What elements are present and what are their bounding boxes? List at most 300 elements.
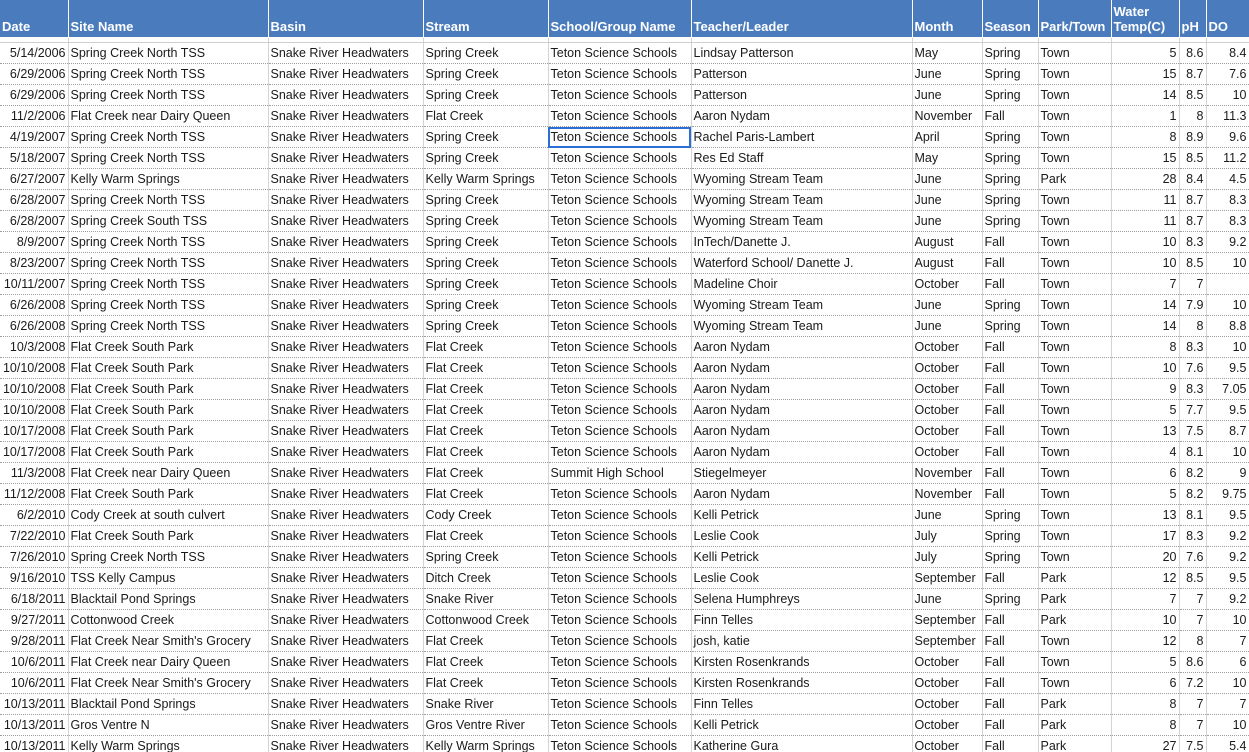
cell-water-temp[interactable]: 12 <box>1111 631 1179 652</box>
cell-do[interactable]: 10 <box>1206 337 1249 358</box>
cell-school-group-name[interactable]: Teton Science Schools <box>548 211 691 232</box>
cell-month[interactable]: October <box>912 358 982 379</box>
cell-park-town[interactable]: Town <box>1038 505 1111 526</box>
cell-date[interactable]: 9/27/2011 <box>0 610 68 631</box>
cell-month[interactable]: June <box>912 85 982 106</box>
cell-basin[interactable]: Snake River Headwaters <box>268 589 423 610</box>
cell-date[interactable]: 6/18/2011 <box>0 589 68 610</box>
cell-teacher-leader[interactable]: Stiegelmeyer <box>691 463 912 484</box>
cell-water-temp[interactable]: 5 <box>1111 400 1179 421</box>
cell-park-town[interactable]: Town <box>1038 274 1111 295</box>
cell-basin[interactable]: Snake River Headwaters <box>268 652 423 673</box>
cell-do[interactable]: 9.75 <box>1206 484 1249 505</box>
cell-season[interactable]: Fall <box>982 652 1038 673</box>
cell-school-group-name[interactable]: Teton Science Schools <box>548 673 691 694</box>
cell-teacher-leader[interactable]: Rachel Paris-Lambert <box>691 127 912 148</box>
cell-site-name[interactable]: Flat Creek near Dairy Queen <box>68 463 268 484</box>
cell-stream[interactable]: Spring Creek <box>423 232 548 253</box>
cell-ph[interactable]: 8.3 <box>1179 526 1206 547</box>
cell-ph[interactable]: 7.7 <box>1179 400 1206 421</box>
cell-ph[interactable]: 8.7 <box>1179 211 1206 232</box>
cell-month[interactable]: October <box>912 421 982 442</box>
cell-date[interactable]: 4/19/2007 <box>0 127 68 148</box>
cell-park-town[interactable]: Town <box>1038 442 1111 463</box>
cell-teacher-leader[interactable]: Leslie Cook <box>691 526 912 547</box>
cell-stream[interactable]: Spring Creek <box>423 253 548 274</box>
cell-stream[interactable]: Spring Creek <box>423 295 548 316</box>
cell-basin[interactable]: Snake River Headwaters <box>268 631 423 652</box>
cell-stream[interactable]: Kelly Warm Springs <box>423 736 548 752</box>
cell-ph[interactable]: 7 <box>1179 694 1206 715</box>
cell-do[interactable]: 9.6 <box>1206 127 1249 148</box>
cell-water-temp[interactable]: 15 <box>1111 64 1179 85</box>
cell-month[interactable]: September <box>912 631 982 652</box>
cell-school-group-name[interactable]: Teton Science Schools <box>548 547 691 568</box>
cell-school-group-name[interactable]: Teton Science Schools <box>548 568 691 589</box>
cell-basin[interactable]: Snake River Headwaters <box>268 211 423 232</box>
cell-site-name[interactable]: Spring Creek North TSS <box>68 295 268 316</box>
cell-date[interactable]: 10/11/2007 <box>0 274 68 295</box>
cell-water-temp[interactable]: 6 <box>1111 673 1179 694</box>
cell-water-temp[interactable]: 14 <box>1111 316 1179 337</box>
cell-teacher-leader[interactable]: Waterford School/ Danette J. <box>691 253 912 274</box>
cell-season[interactable]: Spring <box>982 589 1038 610</box>
cell-season[interactable]: Spring <box>982 505 1038 526</box>
cell-site-name[interactable]: Flat Creek South Park <box>68 484 268 505</box>
cell-date[interactable]: 10/13/2011 <box>0 715 68 736</box>
cell-stream[interactable]: Flat Creek <box>423 400 548 421</box>
cell-month[interactable]: August <box>912 253 982 274</box>
cell-do[interactable]: 9.5 <box>1206 400 1249 421</box>
cell-ph[interactable]: 7.2 <box>1179 673 1206 694</box>
cell-ph[interactable]: 8 <box>1179 631 1206 652</box>
cell-school-group-name[interactable]: Teton Science Schools <box>548 589 691 610</box>
cell-basin[interactable]: Snake River Headwaters <box>268 736 423 752</box>
cell-ph[interactable]: 8 <box>1179 106 1206 127</box>
cell-school-group-name[interactable]: Teton Science Schools <box>548 190 691 211</box>
cell-school-group-name[interactable]: Teton Science Schools <box>548 337 691 358</box>
cell-month[interactable]: August <box>912 232 982 253</box>
cell-stream[interactable]: Flat Creek <box>423 652 548 673</box>
cell-ph[interactable]: 8.1 <box>1179 442 1206 463</box>
cell-basin[interactable]: Snake River Headwaters <box>268 253 423 274</box>
cell-date[interactable]: 6/28/2007 <box>0 211 68 232</box>
cell-do[interactable]: 9.5 <box>1206 505 1249 526</box>
cell-basin[interactable]: Snake River Headwaters <box>268 421 423 442</box>
cell-teacher-leader[interactable]: Wyoming Stream Team <box>691 316 912 337</box>
cell-school-group-name[interactable]: Teton Science Schools <box>548 505 691 526</box>
cell-ph[interactable]: 7.5 <box>1179 421 1206 442</box>
cell-school-group-name[interactable]: Teton Science Schools <box>548 484 691 505</box>
cell-park-town[interactable]: Park <box>1038 589 1111 610</box>
cell-park-town[interactable]: Town <box>1038 484 1111 505</box>
cell-park-town[interactable]: Town <box>1038 295 1111 316</box>
cell-date[interactable]: 10/13/2011 <box>0 694 68 715</box>
cell-date[interactable]: 10/3/2008 <box>0 337 68 358</box>
cell-site-name[interactable]: Spring Creek North TSS <box>68 547 268 568</box>
cell-basin[interactable]: Snake River Headwaters <box>268 526 423 547</box>
cell-site-name[interactable]: Spring Creek South TSS <box>68 211 268 232</box>
cell-park-town[interactable]: Town <box>1038 673 1111 694</box>
cell-stream[interactable]: Kelly Warm Springs <box>423 169 548 190</box>
cell-school-group-name[interactable]: Teton Science Schools <box>548 610 691 631</box>
cell-month[interactable]: October <box>912 694 982 715</box>
cell-water-temp[interactable]: 8 <box>1111 715 1179 736</box>
cell-school-group-name[interactable]: Teton Science Schools <box>548 295 691 316</box>
cell-water-temp[interactable]: 8 <box>1111 337 1179 358</box>
cell-stream[interactable]: Spring Creek <box>423 316 548 337</box>
cell-month[interactable]: November <box>912 463 982 484</box>
cell-teacher-leader[interactable]: Kirsten Rosenkrands <box>691 673 912 694</box>
cell-stream[interactable]: Spring Creek <box>423 148 548 169</box>
cell-season[interactable]: Spring <box>982 190 1038 211</box>
cell-stream[interactable]: Cottonwood Creek <box>423 610 548 631</box>
cell-month[interactable]: November <box>912 106 982 127</box>
cell-park-town[interactable]: Park <box>1038 694 1111 715</box>
cell-month[interactable]: October <box>912 736 982 752</box>
cell-do[interactable]: 7 <box>1206 694 1249 715</box>
cell-park-town[interactable]: Town <box>1038 43 1111 64</box>
cell-stream[interactable]: Flat Creek <box>423 484 548 505</box>
cell-park-town[interactable]: Park <box>1038 568 1111 589</box>
cell-stream[interactable]: Flat Creek <box>423 631 548 652</box>
cell-site-name[interactable]: Cody Creek at south culvert <box>68 505 268 526</box>
cell-stream[interactable]: Snake River <box>423 589 548 610</box>
cell-teacher-leader[interactable]: Wyoming Stream Team <box>691 211 912 232</box>
cell-site-name[interactable]: Flat Creek South Park <box>68 421 268 442</box>
cell-date[interactable]: 6/28/2007 <box>0 190 68 211</box>
cell-stream[interactable]: Flat Creek <box>423 442 548 463</box>
cell-water-temp[interactable]: 1 <box>1111 106 1179 127</box>
cell-water-temp[interactable]: 13 <box>1111 421 1179 442</box>
cell-stream[interactable]: Cody Creek <box>423 505 548 526</box>
cell-date[interactable]: 7/22/2010 <box>0 526 68 547</box>
cell-site-name[interactable]: Spring Creek North TSS <box>68 253 268 274</box>
cell-do[interactable] <box>1206 274 1249 295</box>
cell-do[interactable]: 8.7 <box>1206 421 1249 442</box>
cell-ph[interactable]: 8.9 <box>1179 127 1206 148</box>
cell-stream[interactable]: Spring Creek <box>423 127 548 148</box>
header-ph[interactable]: pH <box>1179 0 1206 38</box>
cell-date[interactable]: 10/6/2011 <box>0 652 68 673</box>
cell-do[interactable]: 11.3 <box>1206 106 1249 127</box>
cell-basin[interactable]: Snake River Headwaters <box>268 442 423 463</box>
cell-water-temp[interactable]: 11 <box>1111 190 1179 211</box>
cell-basin[interactable]: Snake River Headwaters <box>268 232 423 253</box>
cell-park-town[interactable]: Town <box>1038 631 1111 652</box>
cell-stream[interactable]: Spring Creek <box>423 85 548 106</box>
cell-site-name[interactable]: Flat Creek near Dairy Queen <box>68 652 268 673</box>
cell-site-name[interactable]: Flat Creek Near Smith's Grocery <box>68 631 268 652</box>
cell-school-group-name[interactable]: Teton Science Schools <box>548 736 691 752</box>
cell-park-town[interactable]: Park <box>1038 610 1111 631</box>
cell-basin[interactable]: Snake River Headwaters <box>268 694 423 715</box>
cell-park-town[interactable]: Town <box>1038 547 1111 568</box>
cell-water-temp[interactable]: 8 <box>1111 694 1179 715</box>
header-date[interactable]: Date <box>0 0 68 38</box>
cell-month[interactable]: October <box>912 337 982 358</box>
cell-park-town[interactable]: Town <box>1038 253 1111 274</box>
cell-ph[interactable]: 8.3 <box>1179 337 1206 358</box>
cell-school-group-name[interactable]: Teton Science Schools <box>548 715 691 736</box>
cell-do[interactable]: 7.6 <box>1206 64 1249 85</box>
cell-park-town[interactable]: Town <box>1038 148 1111 169</box>
cell-water-temp[interactable]: 5 <box>1111 43 1179 64</box>
cell-ph[interactable]: 8.2 <box>1179 484 1206 505</box>
cell-ph[interactable]: 8.5 <box>1179 253 1206 274</box>
cell-ph[interactable]: 7.6 <box>1179 358 1206 379</box>
cell-water-temp[interactable]: 28 <box>1111 169 1179 190</box>
cell-water-temp[interactable]: 12 <box>1111 568 1179 589</box>
cell-ph[interactable]: 8.7 <box>1179 64 1206 85</box>
cell-site-name[interactable]: Spring Creek North TSS <box>68 127 268 148</box>
cell-ph[interactable]: 7 <box>1179 274 1206 295</box>
cell-water-temp[interactable]: 13 <box>1111 505 1179 526</box>
cell-season[interactable]: Fall <box>982 694 1038 715</box>
cell-date[interactable]: 9/28/2011 <box>0 631 68 652</box>
cell-month[interactable]: September <box>912 568 982 589</box>
cell-do[interactable]: 8.4 <box>1206 43 1249 64</box>
cell-teacher-leader[interactable]: Aaron Nydam <box>691 442 912 463</box>
cell-stream[interactable]: Flat Creek <box>423 106 548 127</box>
cell-season[interactable]: Fall <box>982 232 1038 253</box>
cell-date[interactable]: 5/18/2007 <box>0 148 68 169</box>
cell-teacher-leader[interactable]: Aaron Nydam <box>691 337 912 358</box>
cell-date[interactable]: 6/26/2008 <box>0 316 68 337</box>
cell-park-town[interactable]: Town <box>1038 127 1111 148</box>
cell-school-group-name[interactable]: Teton Science Schools <box>548 85 691 106</box>
cell-stream[interactable]: Spring Creek <box>423 64 548 85</box>
cell-basin[interactable]: Snake River Headwaters <box>268 358 423 379</box>
cell-teacher-leader[interactable]: Kelli Petrick <box>691 715 912 736</box>
cell-ph[interactable]: 8.4 <box>1179 169 1206 190</box>
cell-stream[interactable]: Flat Creek <box>423 421 548 442</box>
cell-park-town[interactable]: Park <box>1038 715 1111 736</box>
cell-basin[interactable]: Snake River Headwaters <box>268 274 423 295</box>
cell-water-temp[interactable]: 7 <box>1111 589 1179 610</box>
cell-season[interactable]: Fall <box>982 736 1038 752</box>
cell-date[interactable]: 10/6/2011 <box>0 673 68 694</box>
cell-do[interactable]: 4.5 <box>1206 169 1249 190</box>
cell-basin[interactable]: Snake River Headwaters <box>268 316 423 337</box>
cell-season[interactable]: Fall <box>982 421 1038 442</box>
cell-teacher-leader[interactable]: Aaron Nydam <box>691 400 912 421</box>
cell-ph[interactable]: 7 <box>1179 589 1206 610</box>
cell-month[interactable]: June <box>912 505 982 526</box>
cell-water-temp[interactable]: 8 <box>1111 127 1179 148</box>
cell-basin[interactable]: Snake River Headwaters <box>268 505 423 526</box>
cell-teacher-leader[interactable]: InTech/Danette J. <box>691 232 912 253</box>
cell-park-town[interactable]: Town <box>1038 64 1111 85</box>
header-season[interactable]: Season <box>982 0 1038 38</box>
cell-stream[interactable]: Flat Creek <box>423 358 548 379</box>
cell-site-name[interactable]: Flat Creek Near Smith's Grocery <box>68 673 268 694</box>
cell-do[interactable]: 10 <box>1206 673 1249 694</box>
cell-basin[interactable]: Snake River Headwaters <box>268 295 423 316</box>
cell-season[interactable]: Fall <box>982 610 1038 631</box>
cell-park-town[interactable]: Town <box>1038 106 1111 127</box>
cell-site-name[interactable]: Flat Creek South Park <box>68 337 268 358</box>
cell-stream[interactable]: Flat Creek <box>423 337 548 358</box>
cell-basin[interactable]: Snake River Headwaters <box>268 715 423 736</box>
cell-water-temp[interactable]: 10 <box>1111 358 1179 379</box>
cell-stream[interactable]: Flat Creek <box>423 463 548 484</box>
cell-water-temp[interactable]: 14 <box>1111 295 1179 316</box>
cell-season[interactable]: Spring <box>982 547 1038 568</box>
cell-teacher-leader[interactable]: Selena Humphreys <box>691 589 912 610</box>
cell-water-temp[interactable]: 14 <box>1111 85 1179 106</box>
cell-site-name[interactable]: Spring Creek North TSS <box>68 232 268 253</box>
cell-stream[interactable]: Ditch Creek <box>423 568 548 589</box>
cell-do[interactable]: 8.8 <box>1206 316 1249 337</box>
cell-do[interactable]: 10 <box>1206 295 1249 316</box>
cell-date[interactable]: 6/29/2006 <box>0 85 68 106</box>
cell-teacher-leader[interactable]: Finn Telles <box>691 610 912 631</box>
cell-teacher-leader[interactable]: Leslie Cook <box>691 568 912 589</box>
cell-season[interactable]: Spring <box>982 43 1038 64</box>
cell-month[interactable]: October <box>912 379 982 400</box>
cell-month[interactable]: October <box>912 673 982 694</box>
cell-basin[interactable]: Snake River Headwaters <box>268 463 423 484</box>
cell-school-group-name[interactable]: Teton Science Schools <box>548 358 691 379</box>
cell-stream[interactable]: Snake River <box>423 694 548 715</box>
cell-basin[interactable]: Snake River Headwaters <box>268 127 423 148</box>
header-school-group-name[interactable]: School/Group Name <box>548 0 691 38</box>
cell-month[interactable]: June <box>912 295 982 316</box>
cell-date[interactable]: 5/14/2006 <box>0 43 68 64</box>
cell-site-name[interactable]: Spring Creek North TSS <box>68 148 268 169</box>
cell-do[interactable]: 5.4 <box>1206 736 1249 752</box>
cell-school-group-name[interactable]: Teton Science Schools <box>548 106 691 127</box>
cell-do[interactable]: 10 <box>1206 442 1249 463</box>
cell-season[interactable]: Fall <box>982 106 1038 127</box>
cell-site-name[interactable]: Spring Creek North TSS <box>68 274 268 295</box>
cell-site-name[interactable]: TSS Kelly Campus <box>68 568 268 589</box>
cell-school-group-name[interactable]: Teton Science Schools <box>548 253 691 274</box>
cell-basin[interactable]: Snake River Headwaters <box>268 85 423 106</box>
cell-date[interactable]: 7/26/2010 <box>0 547 68 568</box>
cell-ph[interactable]: 8.6 <box>1179 652 1206 673</box>
cell-basin[interactable]: Snake River Headwaters <box>268 673 423 694</box>
cell-park-town[interactable]: Town <box>1038 85 1111 106</box>
header-park-town[interactable]: Park/Town <box>1038 0 1111 38</box>
cell-date[interactable]: 8/23/2007 <box>0 253 68 274</box>
cell-teacher-leader[interactable]: Wyoming Stream Team <box>691 190 912 211</box>
cell-season[interactable]: Fall <box>982 463 1038 484</box>
cell-park-town[interactable]: Town <box>1038 526 1111 547</box>
cell-teacher-leader[interactable]: Lindsay Patterson <box>691 43 912 64</box>
cell-date[interactable]: 10/10/2008 <box>0 358 68 379</box>
cell-site-name[interactable]: Flat Creek near Dairy Queen <box>68 106 268 127</box>
cell-park-town[interactable]: Town <box>1038 211 1111 232</box>
cell-season[interactable]: Spring <box>982 169 1038 190</box>
cell-do[interactable]: 10 <box>1206 85 1249 106</box>
cell-month[interactable]: June <box>912 589 982 610</box>
cell-school-group-name[interactable]: Teton Science Schools <box>548 316 691 337</box>
cell-date[interactable]: 8/9/2007 <box>0 232 68 253</box>
cell-school-group-name[interactable]: Teton Science Schools <box>548 127 691 148</box>
cell-school-group-name[interactable]: Teton Science Schools <box>548 400 691 421</box>
cell-site-name[interactable]: Flat Creek South Park <box>68 442 268 463</box>
cell-do[interactable]: 9.2 <box>1206 589 1249 610</box>
cell-ph[interactable]: 8.3 <box>1179 232 1206 253</box>
cell-date[interactable]: 6/29/2006 <box>0 64 68 85</box>
cell-park-town[interactable]: Town <box>1038 337 1111 358</box>
cell-do[interactable]: 9.5 <box>1206 358 1249 379</box>
cell-basin[interactable]: Snake River Headwaters <box>268 484 423 505</box>
cell-ph[interactable]: 7.9 <box>1179 295 1206 316</box>
cell-teacher-leader[interactable]: Finn Telles <box>691 694 912 715</box>
cell-date[interactable]: 11/3/2008 <box>0 463 68 484</box>
cell-water-temp[interactable]: 11 <box>1111 211 1179 232</box>
cell-ph[interactable]: 7.6 <box>1179 547 1206 568</box>
cell-water-temp[interactable]: 9 <box>1111 379 1179 400</box>
cell-site-name[interactable]: Spring Creek North TSS <box>68 316 268 337</box>
cell-basin[interactable]: Snake River Headwaters <box>268 337 423 358</box>
cell-do[interactable]: 7.05 <box>1206 379 1249 400</box>
cell-site-name[interactable]: Kelly Warm Springs <box>68 736 268 752</box>
cell-school-group-name[interactable]: Teton Science Schools <box>548 169 691 190</box>
cell-teacher-leader[interactable]: Kelli Petrick <box>691 505 912 526</box>
header-stream[interactable]: Stream <box>423 0 548 38</box>
cell-do[interactable]: 11.2 <box>1206 148 1249 169</box>
cell-date[interactable]: 10/17/2008 <box>0 442 68 463</box>
cell-season[interactable]: Fall <box>982 442 1038 463</box>
cell-site-name[interactable]: Kelly Warm Springs <box>68 169 268 190</box>
cell-stream[interactable]: Flat Creek <box>423 379 548 400</box>
cell-park-town[interactable]: Town <box>1038 421 1111 442</box>
cell-month[interactable]: June <box>912 64 982 85</box>
cell-water-temp[interactable]: 15 <box>1111 148 1179 169</box>
cell-ph[interactable]: 8.5 <box>1179 148 1206 169</box>
cell-season[interactable]: Fall <box>982 568 1038 589</box>
cell-water-temp[interactable]: 10 <box>1111 232 1179 253</box>
cell-park-town[interactable]: Town <box>1038 358 1111 379</box>
cell-date[interactable]: 10/10/2008 <box>0 379 68 400</box>
cell-site-name[interactable]: Spring Creek North TSS <box>68 85 268 106</box>
cell-site-name[interactable]: Flat Creek South Park <box>68 400 268 421</box>
cell-month[interactable]: June <box>912 211 982 232</box>
header-water-temp[interactable]: Water Temp(C) <box>1111 0 1179 38</box>
cell-basin[interactable]: Snake River Headwaters <box>268 64 423 85</box>
cell-basin[interactable]: Snake River Headwaters <box>268 169 423 190</box>
cell-water-temp[interactable]: 5 <box>1111 484 1179 505</box>
cell-month[interactable]: May <box>912 148 982 169</box>
cell-do[interactable]: 10 <box>1206 610 1249 631</box>
cell-do[interactable]: 9.5 <box>1206 568 1249 589</box>
cell-site-name[interactable]: Flat Creek South Park <box>68 358 268 379</box>
cell-school-group-name[interactable]: Teton Science Schools <box>548 148 691 169</box>
cell-basin[interactable]: Snake River Headwaters <box>268 148 423 169</box>
cell-season[interactable]: Fall <box>982 400 1038 421</box>
cell-water-temp[interactable]: 4 <box>1111 442 1179 463</box>
cell-school-group-name[interactable]: Teton Science Schools <box>548 64 691 85</box>
cell-season[interactable]: Spring <box>982 526 1038 547</box>
cell-teacher-leader[interactable]: Wyoming Stream Team <box>691 169 912 190</box>
cell-school-group-name[interactable]: Summit High School <box>548 463 691 484</box>
cell-school-group-name[interactable]: Teton Science Schools <box>548 274 691 295</box>
cell-season[interactable]: Fall <box>982 484 1038 505</box>
cell-season[interactable]: Fall <box>982 274 1038 295</box>
cell-basin[interactable]: Snake River Headwaters <box>268 547 423 568</box>
cell-ph[interactable]: 8.7 <box>1179 190 1206 211</box>
cell-basin[interactable]: Snake River Headwaters <box>268 610 423 631</box>
cell-basin[interactable]: Snake River Headwaters <box>268 43 423 64</box>
cell-water-temp[interactable]: 5 <box>1111 652 1179 673</box>
cell-site-name[interactable]: Spring Creek North TSS <box>68 64 268 85</box>
cell-season[interactable]: Fall <box>982 631 1038 652</box>
cell-season[interactable]: Fall <box>982 715 1038 736</box>
